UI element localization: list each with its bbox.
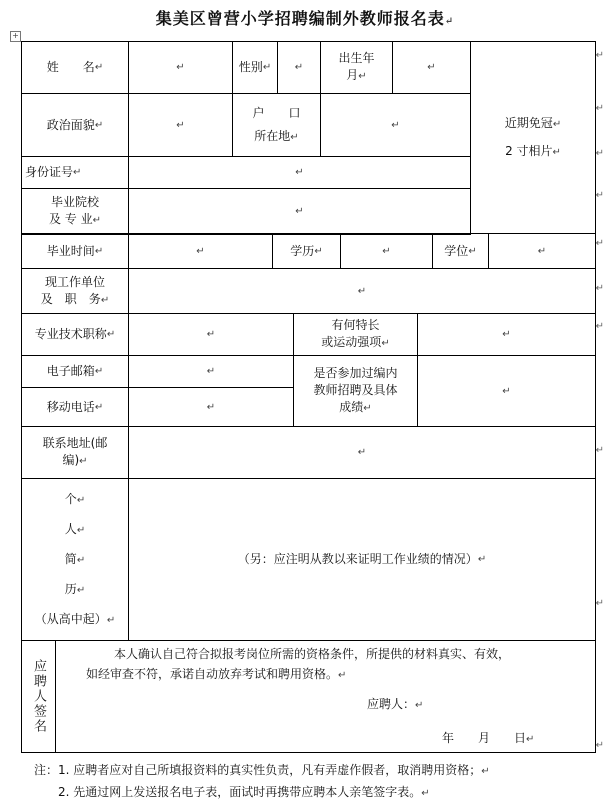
- prior-exam-field[interactable]: ↵: [417, 355, 596, 427]
- id-label: 身份证号 ↵: [21, 156, 129, 189]
- education-label: 学历 ↵: [272, 233, 341, 269]
- row-end-mark: ↵: [595, 148, 604, 159]
- birth-label: 出生年 月↵: [320, 41, 393, 94]
- school-field[interactable]: ↵: [128, 188, 471, 235]
- birth-field[interactable]: ↵: [392, 41, 471, 94]
- hukou-field[interactable]: ↵: [320, 93, 471, 157]
- pro-title-field[interactable]: ↵: [128, 313, 294, 356]
- application-table: [22, 42, 596, 754]
- row-end-mark: ↵: [595, 238, 604, 249]
- education-field[interactable]: ↵: [340, 233, 433, 269]
- specialty-field[interactable]: ↵: [417, 313, 596, 356]
- applicant-signature-line: 应聘人：↵: [367, 697, 424, 711]
- resume-label: 个↵ 人↵ 简↵ 历↵ （从高中起）↵: [21, 478, 129, 641]
- resume-field[interactable]: （另：应注明从教以来证明工作业绩的情况） ↵: [128, 478, 596, 641]
- declaration-text: 本人确认自己符合拟报考岗位所需的资格条件，所提供的材料真实、有效， 如经审查不符，承诺自动放弃考试和聘用资格。↵: [86, 647, 511, 681]
- work-unit-field[interactable]: ↵: [128, 268, 596, 314]
- row-end-mark: ↵: [595, 190, 604, 201]
- school-label: 毕业院校 及 专 业↵: [21, 188, 129, 235]
- phone-field[interactable]: ↵: [128, 387, 294, 427]
- id-field[interactable]: ↵: [128, 156, 471, 189]
- address-label: 联系地址(邮 编)↵: [21, 426, 129, 479]
- email-field[interactable]: ↵: [128, 355, 294, 388]
- photo-box[interactable]: 近期免冠↵ 2 寸相片↵: [470, 41, 596, 234]
- notes: [34, 760, 490, 804]
- gender-label: 性别 ↵: [232, 41, 278, 94]
- name-field[interactable]: ↵: [128, 41, 233, 94]
- name-label: 姓 名 ↵: [21, 41, 129, 94]
- row-end-mark: ↵: [595, 103, 604, 114]
- table-move-handle-icon[interactable]: +: [10, 31, 21, 42]
- address-field[interactable]: ↵: [128, 426, 596, 479]
- form-title: 集美区曾营小学招聘编制外教师报名表↵: [155, 9, 455, 28]
- row-end-mark: ↵: [595, 740, 604, 751]
- row-end-mark: ↵: [595, 598, 604, 609]
- row-end-mark: ↵: [595, 283, 604, 294]
- gender-field[interactable]: ↵: [277, 41, 321, 94]
- hukou-label: 户 口 所在地↵: [232, 93, 321, 157]
- politics-label: 政治面貌 ↵: [21, 93, 129, 157]
- specialty-label: 有何特长 或运动强项↵: [293, 313, 418, 356]
- degree-label: 学位 ↵: [432, 233, 489, 269]
- pro-title-label: 专业技术职称 ↵: [21, 313, 129, 356]
- degree-field[interactable]: ↵: [488, 233, 596, 269]
- signature-date: 年 月 日↵: [442, 731, 535, 745]
- phone-label: 移动电话 ↵: [21, 387, 129, 427]
- grad-time-field[interactable]: ↵: [128, 233, 273, 269]
- prior-exam-label: 是否参加过编内 教师招聘及具体 成绩↵: [293, 355, 418, 427]
- note-1: 注：1. 应聘者应对自己所填报资料的真实性负责，凡有弄虚作假者，取消聘用资格；↵: [34, 763, 490, 777]
- grad-time-label: 毕业时间 ↵: [21, 233, 129, 269]
- work-unit-label: 现工作单位 及 职 务↵: [21, 268, 129, 314]
- note-2: 2. 先通过网上发送报名电子表，面试时再携带应聘本人亲笔签字表。↵: [58, 785, 430, 799]
- row-end-mark: ↵: [595, 50, 604, 61]
- email-label: 电子邮箱 ↵: [21, 355, 129, 388]
- row-end-mark: ↵: [595, 445, 604, 456]
- row-end-mark: ↵: [595, 321, 604, 332]
- politics-field[interactable]: ↵: [128, 93, 233, 157]
- signature-label: 应聘人签名: [21, 640, 56, 753]
